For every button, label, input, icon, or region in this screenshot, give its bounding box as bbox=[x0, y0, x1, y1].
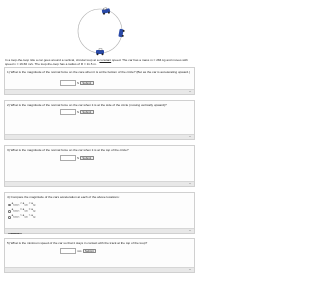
emphasis-constant: constant bbox=[99, 58, 112, 62]
submit-1-button[interactable]: Submit bbox=[80, 81, 94, 85]
unit-5-label: m/s bbox=[77, 248, 82, 253]
radio-icon[interactable] bbox=[8, 210, 11, 213]
question-1-footer bbox=[5, 89, 194, 94]
unit-1-label: N bbox=[77, 80, 80, 85]
question-4-footer bbox=[5, 228, 194, 233]
car-bottom-icon bbox=[96, 49, 104, 56]
submit-2-button[interactable]: Submit bbox=[80, 110, 94, 114]
submit-3-button[interactable]: Submit bbox=[80, 156, 94, 160]
car-top-icon bbox=[101, 7, 110, 15]
question-4-text: 4) Compare the magnitude of the cars acceleration at each of the above locations: bbox=[7, 195, 120, 199]
loop-track bbox=[78, 9, 122, 53]
question-4-panel bbox=[4, 192, 195, 234]
radio-icon[interactable] bbox=[8, 216, 11, 219]
option-equal[interactable]: $a_{bottom} = a_{side} = a_{top}$ bbox=[8, 208, 36, 214]
question-1-panel bbox=[4, 67, 195, 95]
question-5-text: 5) What is the minimum speed of the car so that it stays in contact with the track at the top of the loop? bbox=[7, 241, 148, 245]
submit-5-button[interactable]: Submit bbox=[83, 249, 97, 253]
question-2-text: 2) What is the magnitude of the normal force on the car when it is at the side of the circle (moving vertically upward)? bbox=[7, 103, 167, 107]
answer-2-input[interactable] bbox=[60, 109, 76, 115]
unit-2-label: N bbox=[77, 109, 80, 114]
expand-icon[interactable] bbox=[189, 136, 191, 137]
answer-1-input[interactable] bbox=[60, 80, 76, 86]
expand-icon[interactable] bbox=[189, 91, 191, 92]
radio-icon[interactable] bbox=[8, 204, 11, 207]
option-less-than[interactable]: $a_{bottom} < a_{side} < a_{top}$ bbox=[8, 202, 36, 208]
question-1-text: 1) What is the magnitude of the normal force on the care when it is at the bottom of the circle? (But as the car is accelerating upward.) bbox=[7, 70, 190, 74]
unit-3-label: N bbox=[77, 155, 80, 160]
question-3-panel bbox=[4, 145, 195, 187]
answer-5-input[interactable] bbox=[60, 248, 76, 254]
expand-icon[interactable] bbox=[189, 269, 191, 270]
problem-statement: In a loop-the-loop ride a car goes around a vertical, circular loop at a constant speed. The car has a mass m = 284 kg and moves with speed v = 16.66 m/s. The loop-the-loop has a radius of R = 11.5 m. bbox=[5, 58, 188, 66]
loop-diagram bbox=[0, 0, 200, 58]
question-2-footer bbox=[5, 134, 194, 139]
answer-4-options bbox=[8, 202, 36, 239]
answer-3-input[interactable] bbox=[60, 155, 76, 161]
expand-icon[interactable] bbox=[189, 230, 191, 231]
question-5-panel bbox=[4, 238, 195, 273]
option-greater-than[interactable]: $a_{bottom} > a_{side} > a_{top}$ bbox=[8, 214, 36, 220]
question-3-text: 3) What is the magnitude of the normal force on the car when it is at the top of the circle? bbox=[7, 148, 129, 152]
question-5-footer bbox=[5, 267, 194, 272]
car-side-icon bbox=[118, 29, 125, 38]
question-2-panel bbox=[4, 100, 195, 140]
expand-icon[interactable] bbox=[189, 183, 191, 184]
question-3-footer bbox=[5, 181, 194, 186]
